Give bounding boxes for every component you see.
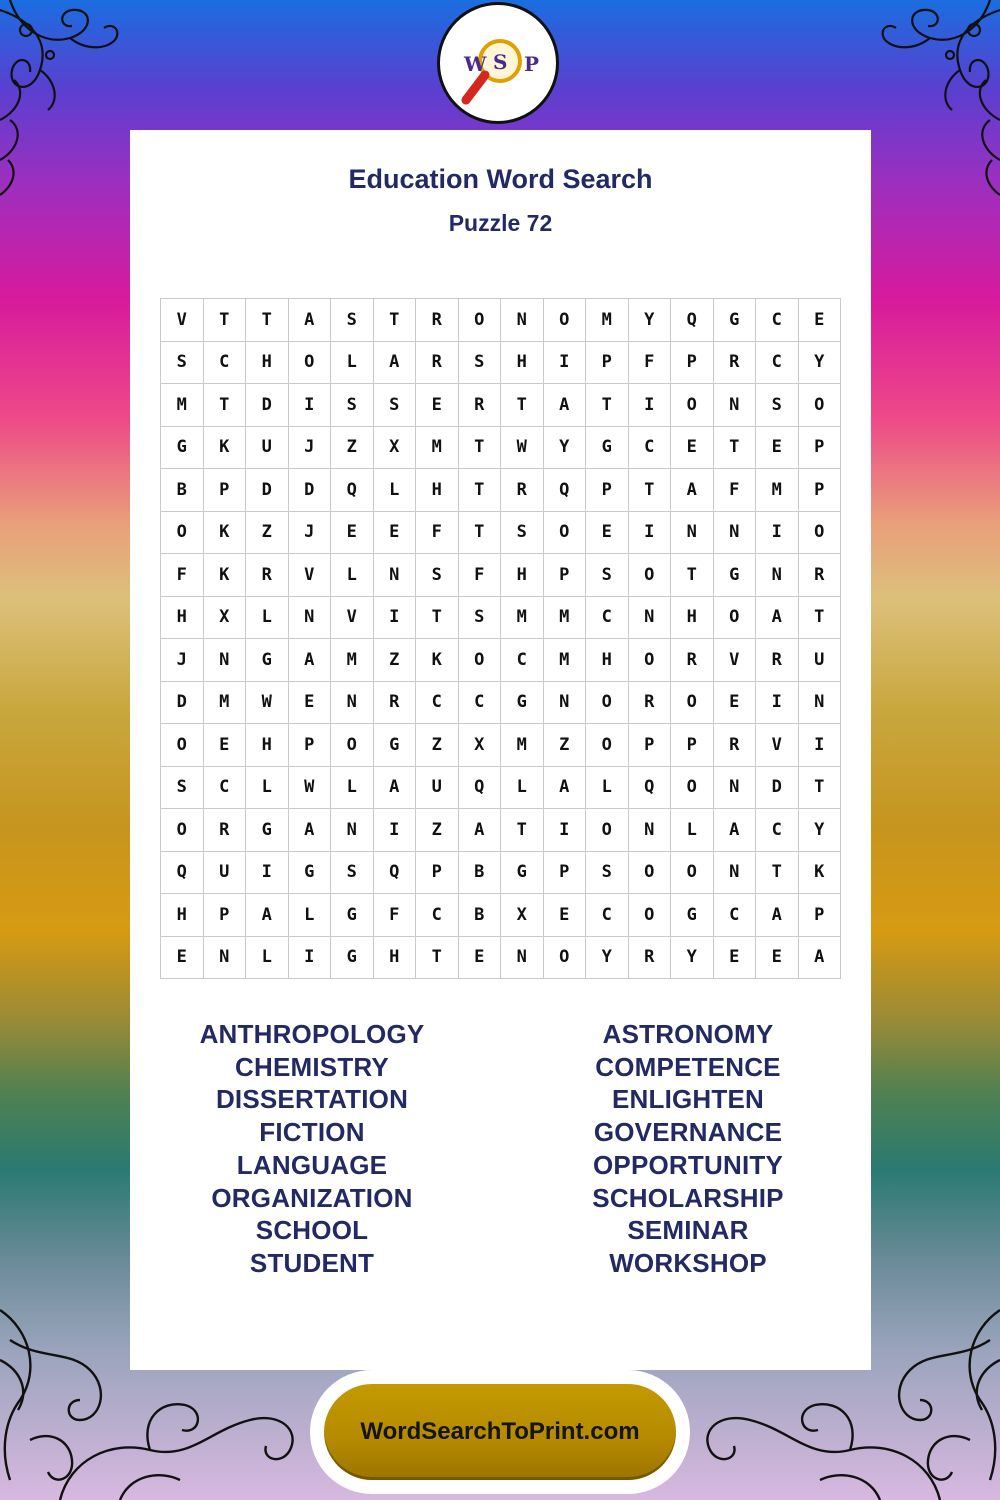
- grid-cell[interactable]: Y: [799, 342, 842, 385]
- grid-cell[interactable]: E: [289, 682, 332, 725]
- word-list-item: LANGUAGE: [236, 1149, 388, 1180]
- grid-cell[interactable]: Y: [586, 937, 629, 980]
- grid-cell[interactable]: S: [756, 384, 799, 427]
- word-list-item: GOVERNANCE: [593, 1117, 783, 1148]
- grid-cell[interactable]: M: [331, 639, 374, 682]
- grid-cell[interactable]: G: [501, 852, 544, 895]
- grid-cell[interactable]: Q: [374, 852, 417, 895]
- grid-cell[interactable]: J: [289, 512, 332, 555]
- grid-cell[interactable]: T: [416, 597, 459, 640]
- grid-cell[interactable]: H: [374, 937, 417, 980]
- grid-cell[interactable]: R: [204, 809, 247, 852]
- grid-cell[interactable]: H: [416, 469, 459, 512]
- grid-cell[interactable]: L: [246, 767, 289, 810]
- grid-cell[interactable]: L: [331, 342, 374, 385]
- grid-cell[interactable]: Y: [799, 809, 842, 852]
- grid-cell[interactable]: E: [586, 512, 629, 555]
- grid-cell[interactable]: C: [501, 639, 544, 682]
- grid-cell[interactable]: T: [374, 299, 417, 342]
- grid-cell[interactable]: E: [374, 512, 417, 555]
- grid-cell[interactable]: O: [671, 384, 714, 427]
- grid-cell[interactable]: T: [246, 299, 289, 342]
- grid-cell[interactable]: Z: [331, 427, 374, 470]
- grid-cell[interactable]: P: [671, 724, 714, 767]
- word-list-item: SEMINAR: [627, 1215, 749, 1246]
- grid-cell[interactable]: P: [671, 342, 714, 385]
- grid-cell[interactable]: I: [799, 724, 842, 767]
- grid-cell[interactable]: O: [331, 724, 374, 767]
- grid-cell[interactable]: R: [756, 639, 799, 682]
- grid-cell[interactable]: I: [374, 597, 417, 640]
- grid-cell[interactable]: P: [544, 554, 587, 597]
- grid-cell[interactable]: S: [459, 342, 502, 385]
- grid-cell[interactable]: O: [799, 512, 842, 555]
- word-list-item: ANTHROPOLOGY: [199, 1019, 425, 1049]
- grid-cell[interactable]: S: [331, 852, 374, 895]
- grid-cell[interactable]: R: [629, 682, 672, 725]
- grid-cell[interactable]: M: [544, 639, 587, 682]
- word-list-item: ASTRONOMY: [602, 1019, 774, 1049]
- grid-cell[interactable]: L: [331, 554, 374, 597]
- grid-cell[interactable]: R: [629, 937, 672, 980]
- grid-cell[interactable]: G: [714, 299, 757, 342]
- grid-cell[interactable]: N: [756, 554, 799, 597]
- grid-cell[interactable]: I: [756, 512, 799, 555]
- word-list-item: DISSERTATION: [215, 1084, 409, 1115]
- grid-cell[interactable]: F: [161, 554, 204, 597]
- grid-cell[interactable]: O: [459, 639, 502, 682]
- grid-cell[interactable]: V: [756, 724, 799, 767]
- grid-cell[interactable]: A: [289, 639, 332, 682]
- word-list-left: [152, 1018, 472, 1280]
- grid-cell[interactable]: P: [204, 469, 247, 512]
- grid-cell[interactable]: D: [246, 469, 289, 512]
- grid-cell[interactable]: D: [289, 469, 332, 512]
- grid-cell[interactable]: N: [671, 512, 714, 555]
- grid-cell[interactable]: Y: [629, 299, 672, 342]
- grid-cell[interactable]: C: [714, 894, 757, 937]
- grid-cell[interactable]: S: [586, 554, 629, 597]
- grid-cell[interactable]: P: [289, 724, 332, 767]
- grid-cell[interactable]: N: [714, 384, 757, 427]
- grid-cell[interactable]: S: [161, 767, 204, 810]
- grid-cell[interactable]: Z: [544, 724, 587, 767]
- word-list-item: OPPORTUNITY: [593, 1149, 783, 1180]
- grid-cell[interactable]: O: [671, 852, 714, 895]
- grid-cell[interactable]: I: [289, 384, 332, 427]
- grid-cell[interactable]: M: [586, 299, 629, 342]
- word-list-item: COMPETENCE: [595, 1051, 781, 1082]
- grid-cell[interactable]: P: [416, 852, 459, 895]
- grid-cell[interactable]: N: [629, 809, 672, 852]
- grid-cell[interactable]: C: [586, 894, 629, 937]
- grid-cell[interactable]: I: [289, 937, 332, 980]
- grid-cell[interactable]: G: [161, 427, 204, 470]
- grid-cell[interactable]: Y: [544, 427, 587, 470]
- grid-cell[interactable]: U: [204, 852, 247, 895]
- grid-cell[interactable]: E: [416, 384, 459, 427]
- grid-cell[interactable]: R: [714, 342, 757, 385]
- grid-cell[interactable]: C: [416, 894, 459, 937]
- grid-cell[interactable]: O: [671, 767, 714, 810]
- grid-cell[interactable]: X: [374, 427, 417, 470]
- grid-cell[interactable]: H: [501, 342, 544, 385]
- grid-cell[interactable]: T: [586, 384, 629, 427]
- grid-cell[interactable]: O: [714, 597, 757, 640]
- grid-cell[interactable]: T: [714, 427, 757, 470]
- grid-cell[interactable]: I: [246, 852, 289, 895]
- grid-cell[interactable]: K: [204, 427, 247, 470]
- grid-cell[interactable]: T: [629, 469, 672, 512]
- logo-letter-p: P: [524, 52, 540, 76]
- grid-cell[interactable]: L: [246, 597, 289, 640]
- grid-cell[interactable]: T: [416, 937, 459, 980]
- grid-cell[interactable]: N: [501, 937, 544, 980]
- grid-cell[interactable]: F: [629, 342, 672, 385]
- grid-cell[interactable]: B: [459, 852, 502, 895]
- grid-cell[interactable]: G: [501, 682, 544, 725]
- grid-cell[interactable]: G: [586, 427, 629, 470]
- grid-cell[interactable]: R: [501, 469, 544, 512]
- grid-cell[interactable]: M: [501, 597, 544, 640]
- grid-cell[interactable]: L: [501, 767, 544, 810]
- grid-cell[interactable]: C: [204, 767, 247, 810]
- grid-cell[interactable]: X: [501, 894, 544, 937]
- wsp-logo[interactable]: [437, 2, 559, 124]
- grid-cell[interactable]: X: [204, 597, 247, 640]
- grid-cell[interactable]: L: [586, 767, 629, 810]
- grid-cell[interactable]: V: [714, 639, 757, 682]
- grid-cell[interactable]: T: [459, 469, 502, 512]
- grid-cell[interactable]: T: [799, 597, 842, 640]
- grid-cell[interactable]: N: [714, 852, 757, 895]
- grid-cell[interactable]: I: [629, 512, 672, 555]
- grid-cell[interactable]: W: [289, 767, 332, 810]
- corner-ornament: [0, 0, 140, 200]
- grid-cell[interactable]: E: [671, 427, 714, 470]
- grid-cell[interactable]: O: [161, 512, 204, 555]
- grid-cell[interactable]: O: [544, 512, 587, 555]
- grid-cell[interactable]: A: [459, 809, 502, 852]
- grid-cell[interactable]: D: [246, 384, 289, 427]
- grid-cell[interactable]: N: [204, 937, 247, 980]
- grid-cell[interactable]: T: [799, 767, 842, 810]
- grid-cell[interactable]: X: [459, 724, 502, 767]
- puzzle-number: Puzzle 72: [448, 210, 553, 236]
- grid-cell[interactable]: R: [416, 299, 459, 342]
- grid-cell[interactable]: I: [544, 809, 587, 852]
- grid-cell[interactable]: N: [289, 597, 332, 640]
- grid-cell[interactable]: V: [289, 554, 332, 597]
- grid-cell[interactable]: R: [799, 554, 842, 597]
- grid-cell[interactable]: C: [629, 427, 672, 470]
- grid-cell[interactable]: O: [629, 852, 672, 895]
- grid-cell[interactable]: O: [459, 299, 502, 342]
- grid-cell[interactable]: F: [714, 469, 757, 512]
- site-link-button[interactable]: WordSearchToPrint.com: [324, 1384, 676, 1480]
- grid-cell[interactable]: O: [799, 384, 842, 427]
- grid-cell[interactable]: F: [459, 554, 502, 597]
- grid-cell[interactable]: K: [799, 852, 842, 895]
- grid-cell[interactable]: S: [374, 384, 417, 427]
- grid-cell[interactable]: K: [416, 639, 459, 682]
- grid-cell[interactable]: G: [246, 639, 289, 682]
- grid-cell[interactable]: R: [246, 554, 289, 597]
- grid-cell[interactable]: J: [289, 427, 332, 470]
- grid-cell[interactable]: Q: [671, 299, 714, 342]
- grid-cell[interactable]: M: [501, 724, 544, 767]
- grid-cell[interactable]: G: [246, 809, 289, 852]
- grid-cell[interactable]: M: [204, 682, 247, 725]
- grid-cell[interactable]: I: [544, 342, 587, 385]
- grid-cell[interactable]: E: [714, 682, 757, 725]
- grid-cell[interactable]: N: [204, 639, 247, 682]
- page-title: Education Word Search: [348, 164, 653, 194]
- grid-cell[interactable]: C: [416, 682, 459, 725]
- word-list-item: FICTION: [259, 1117, 365, 1148]
- grid-cell[interactable]: R: [714, 724, 757, 767]
- grid-cell[interactable]: O: [629, 639, 672, 682]
- grid-cell[interactable]: A: [671, 469, 714, 512]
- grid-cell[interactable]: O: [671, 682, 714, 725]
- grid-cell[interactable]: A: [544, 767, 587, 810]
- grid-cell[interactable]: S: [586, 852, 629, 895]
- grid-cell[interactable]: A: [756, 894, 799, 937]
- grid-cell[interactable]: G: [331, 894, 374, 937]
- grid-cell[interactable]: G: [714, 554, 757, 597]
- site-button-frame: [310, 1370, 690, 1494]
- grid-cell[interactable]: Y: [671, 937, 714, 980]
- grid-cell[interactable]: O: [629, 554, 672, 597]
- word-list-item: ENLIGHTEN: [611, 1084, 765, 1115]
- grid-cell[interactable]: K: [204, 554, 247, 597]
- grid-cell[interactable]: Q: [544, 469, 587, 512]
- grid-cell[interactable]: A: [374, 342, 417, 385]
- grid-cell[interactable]: K: [204, 512, 247, 555]
- grid-cell[interactable]: T: [204, 384, 247, 427]
- grid-cell[interactable]: O: [161, 809, 204, 852]
- grid-cell[interactable]: A: [246, 894, 289, 937]
- grid-cell[interactable]: Q: [331, 469, 374, 512]
- grid-cell[interactable]: U: [416, 767, 459, 810]
- grid-cell[interactable]: G: [671, 894, 714, 937]
- grid-cell[interactable]: H: [586, 639, 629, 682]
- word-list-item: SCHOOL: [255, 1215, 369, 1246]
- grid-cell[interactable]: L: [289, 894, 332, 937]
- grid-cell[interactable]: E: [331, 512, 374, 555]
- grid-cell[interactable]: T: [671, 554, 714, 597]
- grid-cell[interactable]: P: [204, 894, 247, 937]
- grid-cell[interactable]: O: [629, 894, 672, 937]
- grid-cell[interactable]: E: [756, 937, 799, 980]
- grid-cell[interactable]: L: [671, 809, 714, 852]
- grid-cell[interactable]: P: [629, 724, 672, 767]
- grid-cell[interactable]: H: [246, 724, 289, 767]
- grid-cell[interactable]: B: [459, 894, 502, 937]
- grid-cell[interactable]: N: [799, 682, 842, 725]
- grid-cell[interactable]: C: [586, 597, 629, 640]
- grid-cell[interactable]: M: [544, 597, 587, 640]
- grid-cell[interactable]: C: [756, 809, 799, 852]
- grid-cell[interactable]: O: [586, 724, 629, 767]
- grid-cell[interactable]: N: [331, 682, 374, 725]
- grid-cell[interactable]: E: [714, 937, 757, 980]
- grid-cell[interactable]: N: [501, 299, 544, 342]
- grid-cell[interactable]: A: [544, 384, 587, 427]
- grid-cell[interactable]: D: [161, 682, 204, 725]
- grid-cell[interactable]: W: [501, 427, 544, 470]
- grid-cell[interactable]: P: [799, 427, 842, 470]
- grid-cell[interactable]: U: [799, 639, 842, 682]
- grid-cell[interactable]: H: [161, 597, 204, 640]
- grid-cell[interactable]: O: [544, 937, 587, 980]
- grid-cell[interactable]: T: [459, 512, 502, 555]
- grid-cell[interactable]: U: [246, 427, 289, 470]
- grid-cell[interactable]: N: [714, 767, 757, 810]
- grid-cell[interactable]: B: [161, 469, 204, 512]
- grid-cell[interactable]: T: [204, 299, 247, 342]
- grid-cell[interactable]: J: [161, 639, 204, 682]
- grid-cell[interactable]: N: [714, 512, 757, 555]
- grid-cell[interactable]: M: [416, 427, 459, 470]
- grid-cell[interactable]: H: [501, 554, 544, 597]
- grid-cell[interactable]: C: [459, 682, 502, 725]
- grid-cell[interactable]: V: [331, 597, 374, 640]
- word-list-right: [528, 1018, 848, 1280]
- grid-cell[interactable]: F: [374, 894, 417, 937]
- grid-cell[interactable]: A: [289, 809, 332, 852]
- grid-cell[interactable]: I: [756, 682, 799, 725]
- grid-cell[interactable]: Q: [161, 852, 204, 895]
- grid-cell[interactable]: S: [331, 299, 374, 342]
- grid-cell[interactable]: O: [586, 809, 629, 852]
- word-list-item: ORGANIZATION: [211, 1182, 413, 1213]
- grid-cell[interactable]: P: [586, 342, 629, 385]
- grid-cell[interactable]: R: [416, 342, 459, 385]
- grid-cell[interactable]: F: [416, 512, 459, 555]
- grid-cell[interactable]: O: [544, 299, 587, 342]
- grid-cell[interactable]: T: [756, 852, 799, 895]
- grid-cell[interactable]: E: [459, 937, 502, 980]
- grid-cell[interactable]: W: [246, 682, 289, 725]
- grid-cell[interactable]: L: [246, 937, 289, 980]
- word-list-item: SCHOLARSHIP: [592, 1182, 784, 1213]
- word-list-item: WORKSHOP: [609, 1247, 767, 1278]
- grid-cell[interactable]: O: [161, 724, 204, 767]
- word-list-item: STUDENT: [249, 1247, 375, 1278]
- grid-cell[interactable]: L: [331, 767, 374, 810]
- grid-cell[interactable]: Z: [416, 724, 459, 767]
- grid-cell[interactable]: E: [161, 937, 204, 980]
- grid-cell[interactable]: E: [756, 427, 799, 470]
- grid-cell[interactable]: R: [671, 639, 714, 682]
- grid-cell[interactable]: S: [459, 597, 502, 640]
- grid-cell[interactable]: H: [671, 597, 714, 640]
- grid-cell[interactable]: O: [586, 682, 629, 725]
- grid-cell[interactable]: P: [799, 469, 842, 512]
- grid-cell[interactable]: S: [331, 384, 374, 427]
- grid-cell[interactable]: V: [161, 299, 204, 342]
- grid-cell[interactable]: A: [374, 767, 417, 810]
- grid-cell[interactable]: P: [544, 852, 587, 895]
- letter-grid[interactable]: [160, 298, 841, 979]
- grid-cell[interactable]: R: [374, 682, 417, 725]
- grid-cell[interactable]: Q: [629, 767, 672, 810]
- grid-cell[interactable]: A: [289, 299, 332, 342]
- grid-cell[interactable]: H: [161, 894, 204, 937]
- grid-cell[interactable]: L: [374, 469, 417, 512]
- grid-cell[interactable]: P: [586, 469, 629, 512]
- word-list-item: CHEMISTRY: [235, 1051, 389, 1082]
- grid-cell[interactable]: A: [756, 597, 799, 640]
- grid-cell[interactable]: Z: [416, 809, 459, 852]
- grid-cell[interactable]: G: [289, 852, 332, 895]
- grid-cell[interactable]: I: [374, 809, 417, 852]
- puzzle-panel: [130, 130, 871, 1370]
- grid-cell[interactable]: H: [246, 342, 289, 385]
- grid-cell[interactable]: N: [629, 597, 672, 640]
- grid-cell[interactable]: O: [289, 342, 332, 385]
- grid-cell[interactable]: A: [714, 809, 757, 852]
- grid-cell[interactable]: C: [756, 299, 799, 342]
- magnifier-icon: [440, 5, 556, 121]
- grid-cell[interactable]: P: [799, 894, 842, 937]
- grid-cell[interactable]: T: [459, 427, 502, 470]
- grid-cell[interactable]: N: [374, 554, 417, 597]
- grid-cell[interactable]: C: [204, 342, 247, 385]
- grid-cell[interactable]: R: [459, 384, 502, 427]
- grid-cell[interactable]: G: [331, 937, 374, 980]
- grid-cell[interactable]: E: [204, 724, 247, 767]
- grid-cell[interactable]: T: [501, 384, 544, 427]
- logo-letter-w: W: [464, 52, 487, 76]
- grid-cell[interactable]: I: [629, 384, 672, 427]
- grid-cell[interactable]: S: [416, 554, 459, 597]
- grid-cell[interactable]: M: [756, 469, 799, 512]
- grid-cell[interactable]: A: [799, 937, 842, 980]
- grid-cell[interactable]: N: [331, 809, 374, 852]
- grid-cell[interactable]: S: [501, 512, 544, 555]
- grid-cell[interactable]: Z: [246, 512, 289, 555]
- logo-letter-s: S: [493, 50, 508, 74]
- grid-cell[interactable]: T: [501, 809, 544, 852]
- grid-cell[interactable]: N: [544, 682, 587, 725]
- grid-cell[interactable]: Q: [459, 767, 502, 810]
- grid-cell[interactable]: E: [544, 894, 587, 937]
- corner-ornament: [860, 0, 1000, 200]
- grid-cell[interactable]: M: [161, 384, 204, 427]
- grid-cell[interactable]: S: [161, 342, 204, 385]
- grid-cell[interactable]: Z: [374, 639, 417, 682]
- grid-cell[interactable]: D: [756, 767, 799, 810]
- grid-cell[interactable]: E: [799, 299, 842, 342]
- grid-cell[interactable]: G: [374, 724, 417, 767]
- grid-cell[interactable]: C: [756, 342, 799, 385]
